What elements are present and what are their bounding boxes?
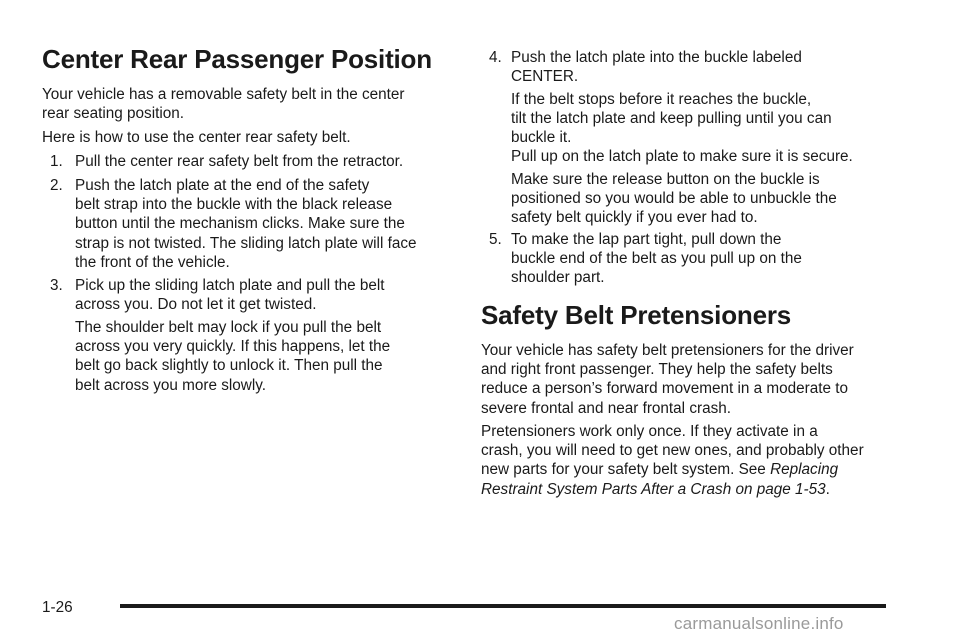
step-line: CENTER. <box>511 68 579 86</box>
step-text <box>75 276 385 314</box>
note-line: belt across you more slowly. <box>75 376 266 394</box>
step-number: 4. <box>489 49 502 66</box>
pretensioners-paragraph <box>481 341 854 418</box>
note-line: The shoulder belt may lock if you pull the belt <box>75 319 382 336</box>
section-heading-pretensioners: Safety Belt Pretensioners <box>481 300 792 330</box>
para-line: positioned so you would be able to unbuckle the <box>511 190 837 208</box>
note-line: belt go back slightly to unlock it. Then pull the <box>75 357 383 375</box>
para-line: Your vehicle has safety belt pretensioners for the driver <box>481 342 854 359</box>
cross-reference-link[interactable]: Replacing <box>770 461 839 479</box>
para-line: reduce a person’s forward movement in a moderate to <box>481 380 849 398</box>
step-number: 2. <box>50 177 63 194</box>
para-line: safety belt quickly if you ever had to. <box>511 209 758 227</box>
step-text <box>511 48 802 86</box>
watermark: carmanualsonline.info <box>674 614 844 633</box>
para-line: tilt the latch plate and keep pulling until you can <box>511 110 832 128</box>
intro-paragraph <box>42 85 405 123</box>
para-line: severe frontal and near frontal crash. <box>481 399 731 417</box>
step-line: strap is not twisted. The sliding latch plate will face <box>75 234 417 252</box>
pretensioners-paragraph-2 <box>481 422 864 499</box>
step-line: button until the mechanism clicks. Make sure the <box>75 215 405 233</box>
note-line: across you very quickly. If this happens, let the <box>75 338 391 356</box>
step-line: belt strap into the buckle with the black release <box>75 196 393 214</box>
step-line: buckle end of the belt as you pull up on the <box>511 250 802 268</box>
howto-paragraph: Here is how to use the center rear safety belt. <box>42 129 351 146</box>
step-line: the front of the vehicle. <box>75 253 230 271</box>
step-line: Pick up the sliding latch plate and pull the belt <box>75 277 385 294</box>
para-line: If the belt stops before it reaches the buckle, <box>511 91 812 108</box>
page-number: 1-26 <box>42 599 73 616</box>
cross-reference-link[interactable]: Restraint System Parts After a Crash on page 1-53 <box>481 480 826 498</box>
step-line: shoulder part. <box>511 269 605 287</box>
step4-paragraph <box>511 90 832 148</box>
para-line: crash, you will need to get new ones, and probably other <box>481 442 864 460</box>
footer-rule <box>120 604 886 608</box>
para-line: buckle it. <box>511 129 572 147</box>
para-line: new parts for your safety belt system. See <box>481 461 771 479</box>
intro-line: Your vehicle has a removable safety belt in the center <box>42 86 405 103</box>
step4-paragraph: Pull up on the latch plate to make sure it is secure. <box>511 148 853 165</box>
intro-line: rear seating position. <box>42 105 185 123</box>
step4-paragraph <box>511 170 837 228</box>
step-line: across you. Do not let it get twisted. <box>75 296 317 314</box>
para-line: Make sure the release button on the buckle is <box>511 171 820 188</box>
step-text: Pull the center rear safety belt from the retractor. <box>75 153 404 170</box>
step-line: To make the lap part tight, pull down the <box>511 231 782 248</box>
step-line: Push the latch plate into the buckle labeled <box>511 49 802 66</box>
step-text <box>75 176 417 272</box>
step-number: 1. <box>50 153 63 170</box>
note-paragraph <box>75 318 390 395</box>
para-line: Pretensioners work only once. If they activate in a <box>481 423 818 440</box>
step-text <box>511 230 802 288</box>
step-number: 5. <box>489 231 502 248</box>
step-line: Push the latch plate at the end of the safety <box>75 177 370 194</box>
step-number: 3. <box>50 277 63 294</box>
para-end: . <box>825 480 830 498</box>
para-line: and right front passenger. They help the safety belts <box>481 361 833 379</box>
section-heading-center-rear: Center Rear Passenger Position <box>42 44 432 74</box>
